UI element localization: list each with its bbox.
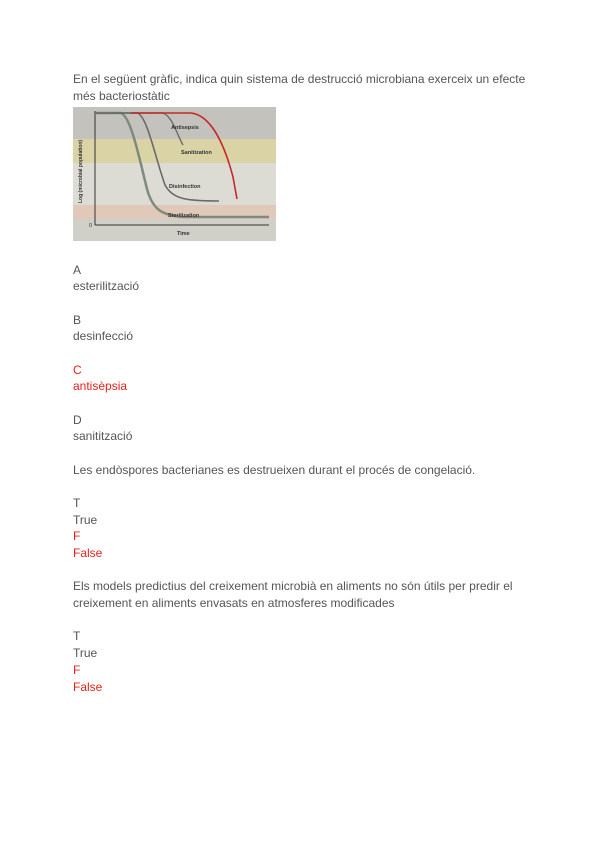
antisepsis-label: Antisepsis [171, 125, 199, 131]
sterilization-label: Sterilization [168, 213, 200, 219]
option-d-text: sanitització [73, 429, 133, 443]
sanitization-band [73, 139, 276, 163]
disinfection-label: Disinfection [169, 184, 201, 190]
q2-option-t-letter: T [73, 496, 81, 510]
q3-option-f-letter: F [73, 663, 81, 677]
option-a-letter: A [73, 263, 82, 277]
question-1-text-line-1: En el següent gràfic, indica quin sistema de destrucció microbiana exerceix un efecte [73, 72, 526, 86]
q3-option-t-text: True [73, 646, 98, 660]
microbial-death-curves-photo [73, 107, 276, 241]
microbial-death-curves-graph [73, 107, 276, 241]
q2-option-f-letter: F [73, 529, 81, 543]
question-2-text: Les endòspores bacterianes es destrueixen durant el procés de congelació. [73, 463, 476, 477]
option-a-text: esterilització [73, 279, 140, 293]
question-3-text-line-2: creixement en aliments envasats en atmosferes modificades [73, 596, 395, 610]
zero-tick-label: 0 [89, 223, 93, 229]
q2-option-t-text: True [73, 513, 98, 527]
q3-option-f-text: False [73, 680, 103, 694]
y-axis-label: Log (microbial population) [78, 139, 84, 203]
option-b-letter: B [73, 313, 82, 327]
option-d-letter: D [73, 413, 82, 427]
question-3-text-line-1: Els models predictius del creixement microbià en aliments no són útils per predir el [73, 579, 513, 593]
bottom-band [73, 219, 276, 241]
option-c-text: antisèpsia [73, 379, 128, 393]
sanitization-label: Sanitization [181, 150, 212, 156]
question-1-text-line-2: més bacteriostàtic [73, 89, 170, 103]
option-c-letter: C [73, 363, 82, 377]
x-axis-label: Time [177, 231, 190, 237]
option-b-text: desinfecció [73, 329, 134, 343]
q3-option-t-letter: T [73, 629, 81, 643]
q2-option-f-text: False [73, 546, 103, 560]
